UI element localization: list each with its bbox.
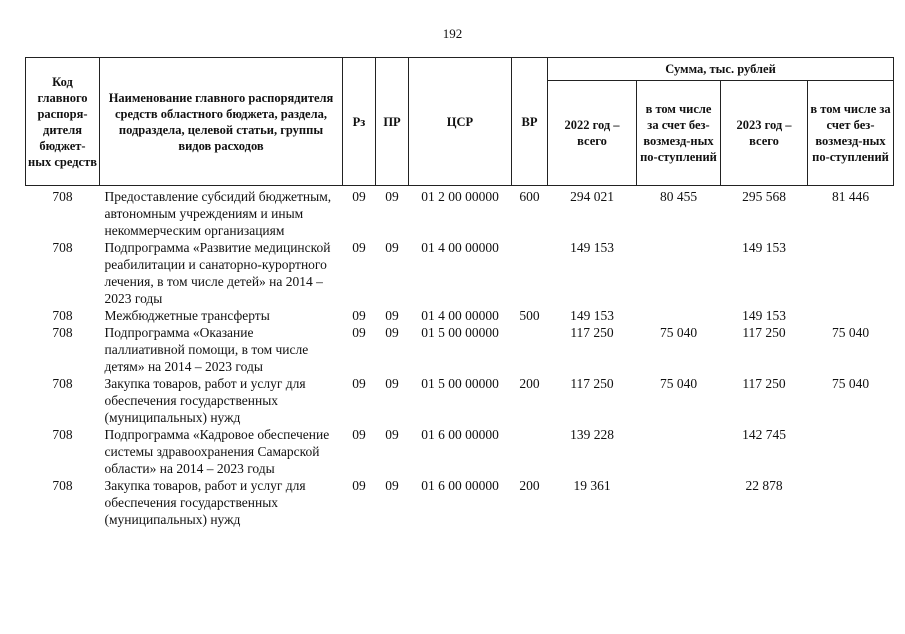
cell-code: 708 bbox=[52, 427, 73, 442]
cell-name: Предоставление субсидий бюджетным, автономным учреждениям и иным некоммерческим организациям bbox=[104, 189, 332, 238]
table-row bbox=[26, 186, 894, 240]
page-number: 192 bbox=[442, 26, 463, 41]
cell-vr: 600 bbox=[519, 189, 540, 204]
header-pr: ПР bbox=[376, 58, 409, 186]
cell-rz: 09 bbox=[352, 325, 366, 340]
header-2022-total: 2022 год – всего bbox=[548, 81, 637, 186]
table-row bbox=[26, 307, 894, 324]
cell-2023-gratuitous bbox=[808, 307, 894, 324]
cell-csr: 01 4 00 00000 bbox=[421, 308, 499, 323]
header-2023-total: 2023 год – всего bbox=[721, 81, 808, 186]
header-vr: ВР bbox=[512, 58, 548, 186]
cell-2022-total: 139 228 bbox=[570, 427, 614, 442]
cell-2023-gratuitous bbox=[808, 477, 894, 528]
cell-2023-gratuitous bbox=[808, 426, 894, 477]
cell-name: Закупка товаров, работ и услуг для обеспечения государственных (муниципальных) нужд bbox=[104, 376, 306, 425]
cell-rz: 09 bbox=[352, 240, 366, 255]
cell-2023-total: 117 250 bbox=[742, 376, 786, 391]
header-2022-gratuitous: в том числе за счет без-возмезд-ных по-ступлений bbox=[637, 81, 721, 186]
cell-2022-total: 149 153 bbox=[570, 308, 614, 323]
table-row bbox=[26, 239, 894, 307]
header-rz: Рз bbox=[343, 58, 376, 186]
cell-vr bbox=[512, 324, 548, 375]
cell-2023-total: 149 153 bbox=[742, 240, 786, 255]
cell-pr: 09 bbox=[385, 478, 399, 493]
cell-name: Подпрограмма «Кадровое обеспечение системы здравоохранения Самарской области» на 2014 – 2023 годы bbox=[104, 427, 330, 476]
cell-vr: 500 bbox=[519, 308, 540, 323]
cell-pr: 09 bbox=[385, 189, 399, 204]
cell-name: Межбюджетные трансферты bbox=[104, 308, 270, 323]
cell-csr: 01 2 00 00000 bbox=[421, 189, 499, 204]
cell-csr: 01 5 00 00000 bbox=[421, 376, 499, 391]
cell-vr: 200 bbox=[519, 376, 540, 391]
header-sum-title: Сумма, тыс. рублей bbox=[548, 58, 894, 81]
cell-2023-total: 149 153 bbox=[742, 308, 786, 323]
cell-pr: 09 bbox=[385, 240, 399, 255]
table-row bbox=[26, 426, 894, 477]
cell-2023-gratuitous: 75 040 bbox=[831, 376, 870, 391]
cell-2023-gratuitous: 75 040 bbox=[831, 325, 870, 340]
table-header bbox=[26, 58, 894, 186]
cell-2022-gratuitous: 75 040 bbox=[659, 376, 698, 391]
cell-2022-total: 19 361 bbox=[573, 478, 611, 493]
cell-2022-gratuitous: 80 455 bbox=[659, 189, 698, 204]
cell-2022-gratuitous bbox=[637, 426, 721, 477]
cell-2022-total: 117 250 bbox=[570, 325, 614, 340]
cell-vr bbox=[512, 239, 548, 307]
table-body bbox=[26, 186, 894, 529]
budget-table bbox=[25, 57, 894, 528]
cell-rz: 09 bbox=[352, 478, 366, 493]
cell-pr: 09 bbox=[385, 325, 399, 340]
cell-name: Подпрограмма «Развитие медицинской реабилитации и санаторно-курортного лечения, в том числе детей» на 2014 – 2023 годы bbox=[104, 240, 331, 306]
cell-vr bbox=[512, 426, 548, 477]
cell-name: Закупка товаров, работ и услуг для обеспечения государственных (муниципальных) нужд bbox=[104, 478, 306, 527]
cell-2022-total: 117 250 bbox=[570, 376, 614, 391]
cell-csr: 01 6 00 00000 bbox=[421, 427, 499, 442]
cell-2022-total: 149 153 bbox=[570, 240, 614, 255]
cell-2022-gratuitous bbox=[637, 477, 721, 528]
cell-code: 708 bbox=[52, 376, 73, 391]
cell-2022-total: 294 021 bbox=[570, 189, 614, 204]
cell-code: 708 bbox=[52, 308, 73, 323]
cell-csr: 01 6 00 00000 bbox=[421, 478, 499, 493]
header-code: Код главного распоря-дителя бюджет-ных средств bbox=[26, 58, 100, 186]
cell-rz: 09 bbox=[352, 189, 366, 204]
cell-2023-gratuitous: 81 446 bbox=[831, 189, 870, 204]
cell-name: Подпрограмма «Оказание паллиативной помощи, в том числе детям» на 2014 – 2023 годы bbox=[104, 325, 309, 374]
cell-2023-total: 22 878 bbox=[745, 478, 783, 493]
header-2023-gratuitous: в том числе за счет без-возмезд-ных по-ступлений bbox=[808, 81, 894, 186]
cell-2022-gratuitous: 75 040 bbox=[659, 325, 698, 340]
table-row bbox=[26, 324, 894, 375]
cell-code: 708 bbox=[52, 240, 73, 255]
cell-csr: 01 4 00 00000 bbox=[421, 240, 499, 255]
table-row bbox=[26, 477, 894, 528]
cell-2023-total: 142 745 bbox=[742, 427, 786, 442]
header-name: Наименование главного распорядителя средств областного бюджета, раздела, подраздела, целевой статьи, группы видов расходов bbox=[100, 58, 343, 186]
cell-csr: 01 5 00 00000 bbox=[421, 325, 499, 340]
cell-pr: 09 bbox=[385, 376, 399, 391]
cell-pr: 09 bbox=[385, 308, 399, 323]
cell-rz: 09 bbox=[352, 376, 366, 391]
cell-rz: 09 bbox=[352, 308, 366, 323]
cell-2023-total: 295 568 bbox=[742, 189, 786, 204]
table-row bbox=[26, 375, 894, 426]
cell-code: 708 bbox=[52, 478, 73, 493]
cell-vr: 200 bbox=[519, 478, 540, 493]
cell-2022-gratuitous bbox=[637, 239, 721, 307]
cell-code: 708 bbox=[52, 189, 73, 204]
cell-rz: 09 bbox=[352, 427, 366, 442]
cell-2023-total: 117 250 bbox=[742, 325, 786, 340]
header-csr: ЦСР bbox=[409, 58, 512, 186]
cell-2023-gratuitous bbox=[808, 239, 894, 307]
cell-pr: 09 bbox=[385, 427, 399, 442]
cell-code: 708 bbox=[52, 325, 73, 340]
cell-2022-gratuitous bbox=[637, 307, 721, 324]
